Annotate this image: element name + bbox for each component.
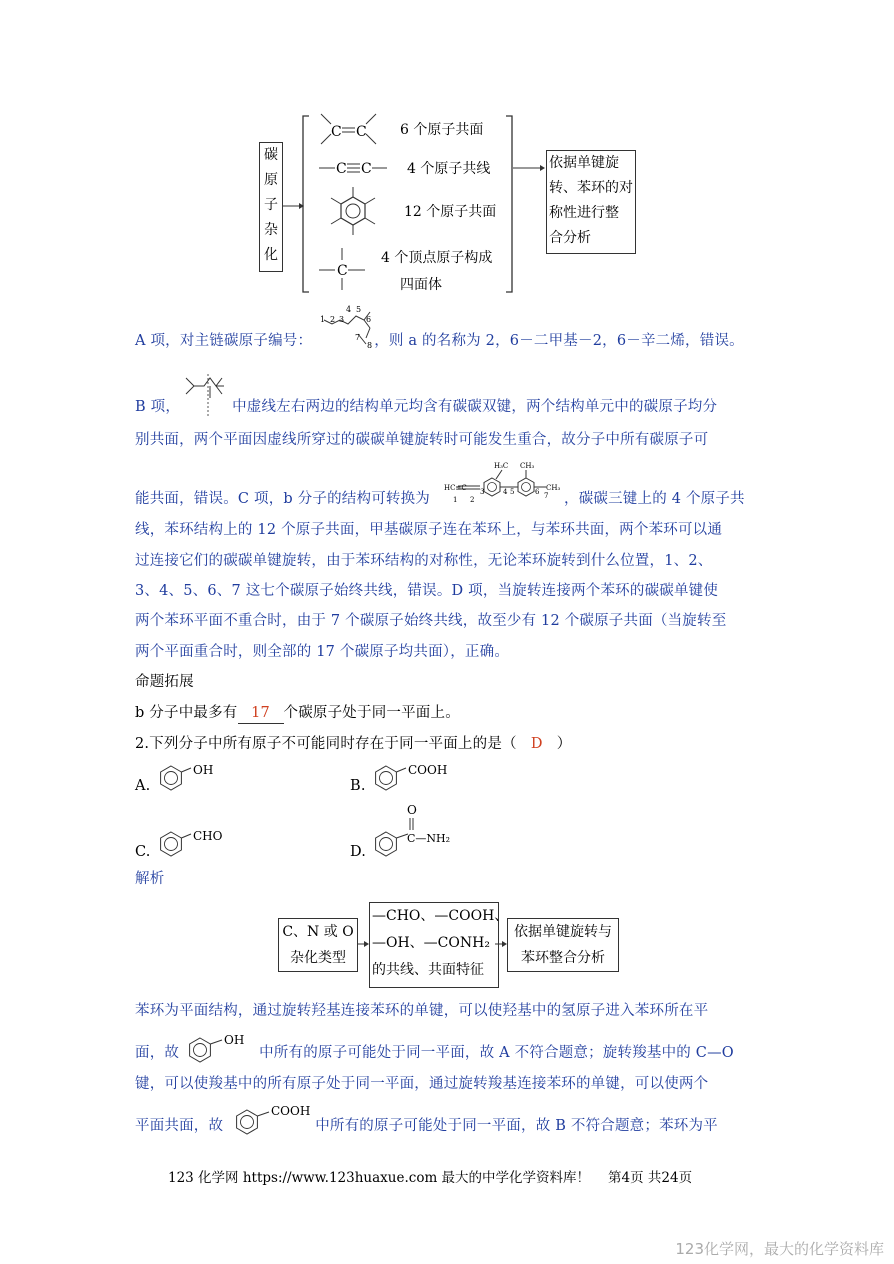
- extension-question: [135, 700, 460, 727]
- option-a-letter: A.: [135, 778, 151, 794]
- q2-stem-suffix: ）: [556, 736, 572, 752]
- part-b-line3-suffix: ，碳碳三键上的 4 个原子共: [564, 491, 745, 507]
- part-a-suffix: ，则 a 的名称为 2，6－二甲基－2，6－辛二烯，错误。: [374, 333, 744, 349]
- analysis-line-2-suffix: 中所有的原子可能处于同一平面，故 A 不符合题意；旋转羧基中的 C—O: [259, 1045, 734, 1061]
- page-footer: [168, 1166, 692, 1186]
- analysis-line-2-prefix: 面，故: [135, 1045, 180, 1061]
- part-b-line3-prefix: 能共面，错误。C 项，b 分子的结构可转换为: [135, 491, 430, 507]
- group-cooh: COOH: [408, 763, 448, 777]
- num: 6: [535, 488, 540, 496]
- hc-label: HC≡C: [444, 484, 467, 492]
- flow-box-1-line: C、N 或 O: [282, 924, 354, 940]
- svg-text:C: C: [336, 161, 347, 177]
- row-desc-4b: 四面体: [400, 277, 442, 293]
- flow-box-3-line: 依据单键旋转与: [514, 924, 612, 940]
- option-c-structure: [155, 824, 235, 860]
- right-box: [546, 150, 636, 254]
- ch3-label: H₃C: [494, 462, 509, 470]
- num: 5: [510, 488, 515, 496]
- part-b-line1-text: 中虚线左右两边的结构单元均含有碳碳双键，两个结构单元中的碳原子均分: [232, 399, 718, 415]
- row-desc-2: 4 个原子共线: [407, 161, 491, 177]
- option-d-structure: [370, 802, 470, 862]
- watermark: 123化学网，最大的化学资料库: [675, 1240, 884, 1258]
- flow-box-1-line: 杂化类型: [290, 950, 346, 966]
- ext-q-suffix: 个碳原子处于同一平面上。: [283, 705, 460, 721]
- option-b-structure: [370, 760, 460, 796]
- ch3-label: CH₃: [520, 462, 535, 470]
- q2-answer: D: [530, 736, 543, 752]
- ext-answer: 17: [251, 705, 270, 721]
- num: 7: [544, 492, 549, 500]
- num: 7: [355, 333, 361, 342]
- svg-text:C: C: [361, 161, 372, 177]
- flow-box-2-line: —CHO、—COOH、: [372, 908, 509, 924]
- part-a-line: [135, 328, 744, 355]
- right-box-line: 转、苯环的对: [549, 180, 633, 196]
- row-desc-3: 12 个原子共面: [404, 204, 497, 220]
- analysis-flow-diagram: [278, 898, 618, 990]
- right-box-line: 依据单键旋: [549, 155, 619, 171]
- left-label-char: 子: [264, 197, 278, 213]
- footer-text: 123 化学网 https://www.123huaxue.com 最大的中学化学资料库！: [168, 1170, 591, 1186]
- flow-box-2: [369, 902, 509, 988]
- analysis-line-4: [135, 1113, 718, 1140]
- group-cooh: COOH: [271, 1104, 311, 1118]
- num: 4: [346, 305, 352, 314]
- group-o: O: [407, 803, 417, 817]
- left-label-char: 杂: [264, 222, 278, 238]
- num: 1: [453, 496, 458, 504]
- analysis-line-4-suffix: 中所有的原子可能处于同一平面，故 B 不符合题意；苯环为平: [315, 1118, 718, 1134]
- group-oh: OH: [193, 763, 214, 777]
- right-box-line: 合分析: [549, 230, 591, 246]
- part-b-body-5: 两个平面重合时，则全部的 17 个碳原子均共面），正确。: [135, 644, 510, 660]
- svg-text:C: C: [331, 124, 342, 140]
- svg-text:C: C: [356, 124, 367, 140]
- phenol-structure: [180, 1028, 256, 1064]
- row-desc-4a: 4 个顶点原子构成: [381, 250, 493, 266]
- structure-c: [440, 458, 574, 504]
- part-b-line2: 别共面，两个平面因虚线所穿过的碳碳单键旋转时可能发生重合，故分子中所有碳原子可: [135, 432, 709, 448]
- structure-a: [318, 306, 378, 350]
- group-conh2: C—NH₂: [407, 832, 451, 845]
- option-b-letter: B.: [350, 778, 366, 794]
- part-a-prefix: A 项，对主链碳原子编号：: [135, 333, 313, 349]
- question2-stem: [135, 731, 571, 758]
- left-label-char: 原: [264, 172, 278, 188]
- part-b-body-1: 线，苯环结构上的 12 个原子共面，甲基碳原子连在苯环上，与苯环共面，两个苯环可以通: [135, 522, 723, 538]
- ext-q-prefix: b 分子中最多有: [135, 705, 238, 721]
- row-desc-1: 6 个原子共面: [400, 122, 484, 138]
- ext-answer-blank: [238, 703, 284, 724]
- page-number: 第4页 共24页: [608, 1170, 693, 1186]
- num: 2: [470, 496, 475, 504]
- flow-box-2-line: —OH、—CONH₂: [372, 935, 490, 951]
- option-a-structure: [155, 760, 225, 796]
- svg-text:C: C: [337, 263, 348, 279]
- analysis-line-4-prefix: 平面共面，故: [135, 1118, 224, 1134]
- left-label-char: 化: [264, 247, 278, 263]
- analysis-line-3: 键，可以使羧基中的所有原子处于同一平面，通过旋转羧基连接苯环的单键，可以使两个: [135, 1076, 709, 1092]
- group-oh: OH: [224, 1033, 245, 1047]
- num: 5: [356, 305, 362, 314]
- left-label-char: 碳: [264, 147, 278, 163]
- part-b-body-2: 过连接它们的碳碳单键旋转，由于苯环结构的对称性，无论苯环旋转到什么位置，1、2、: [135, 553, 713, 569]
- q2-stem-prefix: 2.下列分子中所有原子不可能同时存在于同一平面上的是（: [135, 736, 517, 752]
- analysis-heading: 解析: [135, 871, 165, 887]
- benzoic-acid-structure: [227, 1098, 319, 1138]
- flow-box-3-line: 苯环整合分析: [521, 950, 605, 966]
- num: 6: [366, 315, 372, 324]
- flow-box-3: [507, 918, 619, 972]
- structure-b: [182, 372, 232, 418]
- num: 4: [503, 488, 508, 496]
- analysis-line-1: 苯环为平面结构，通过旋转羟基连接苯环的单键，可以使羟基中的氢原子进入苯环所在平: [135, 1003, 709, 1019]
- option-d-letter: D.: [350, 844, 367, 860]
- flow-box-2-line: 的共线、共面特征: [372, 962, 484, 978]
- part-b-body-3: 3、4、5、6、7 这七个碳原子始终共线，错误。D 项，当旋转连接两个苯环的碳碳单键使: [135, 583, 719, 599]
- hybridization-diagram: [255, 110, 635, 300]
- group-cho: CHO: [193, 829, 223, 843]
- extension-heading: 命题拓展: [135, 674, 194, 690]
- num: 8: [367, 341, 373, 350]
- num: 3: [480, 488, 485, 496]
- right-box-line: 称性进行整: [549, 205, 619, 221]
- num: 1: [320, 315, 326, 324]
- num: 2: [330, 315, 336, 324]
- part-b-prefix: B 项，: [135, 399, 181, 415]
- option-c-letter: C.: [135, 844, 151, 860]
- num: 3: [339, 315, 345, 324]
- part-b-body-4: 两个苯环平面不重合时，由于 7 个碳原子始终共线，故至少有 12 个碳原子共面（当旋转至: [135, 613, 727, 629]
- ch3-label: CH₃: [546, 484, 561, 492]
